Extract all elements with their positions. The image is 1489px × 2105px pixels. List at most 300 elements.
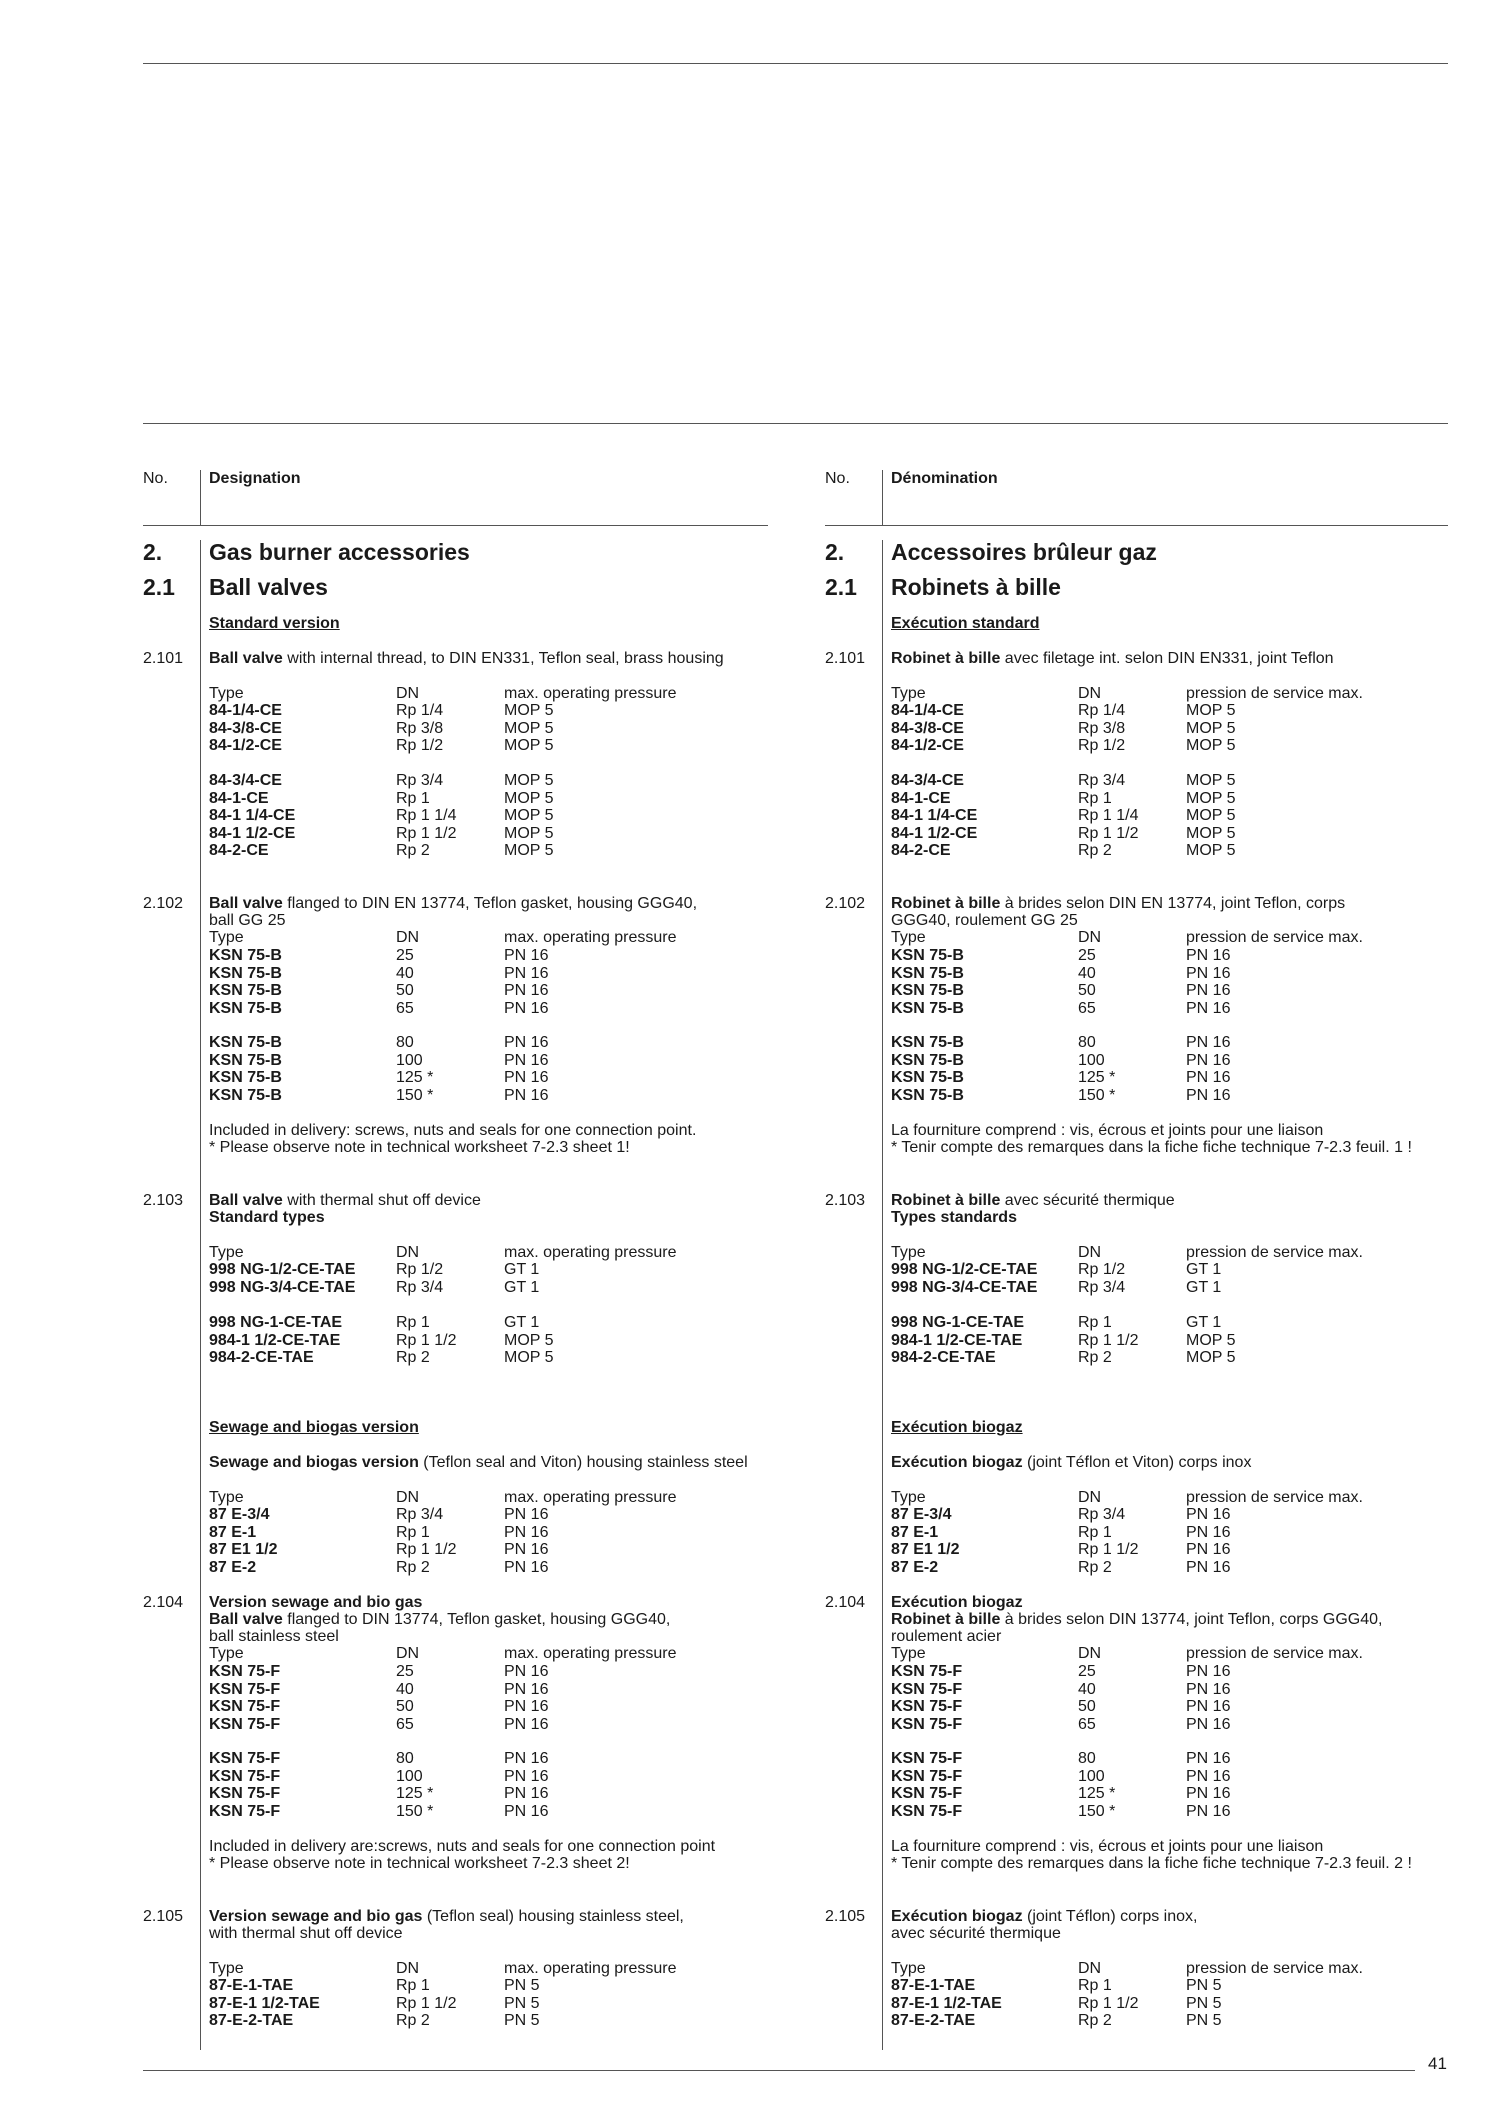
item-title-2-103-rest: avec sécurité thermique xyxy=(1000,1192,1175,1209)
dn-col-header: DN xyxy=(1078,929,1102,946)
item-title-2-102 xyxy=(891,895,1345,913)
pressure-col-header: max. operating pressure xyxy=(504,1960,677,1977)
type-col-header: Type xyxy=(891,1645,926,1662)
type-cell: 984-2-CE-TAE xyxy=(209,1349,314,1366)
type-cell: 84-3/8-CE xyxy=(891,719,964,737)
type-cell: KSN 75-F xyxy=(891,1680,963,1698)
dn-cell: Rp 1 1/4 xyxy=(1078,807,1139,824)
type-cell: KSN 75-B xyxy=(891,1051,964,1069)
item-title-2-105-rest: (joint Téflon) corps inox, xyxy=(1022,1908,1198,1925)
dn-cell: Rp 1 1/2 xyxy=(1078,824,1139,842)
item-description: with thermal shut off device xyxy=(209,1925,403,1942)
type-cell: KSN 75-F xyxy=(209,1785,281,1802)
item-title-2-104-bold: Robinet à bille xyxy=(891,1611,1001,1628)
type-col-header: Type xyxy=(209,1244,244,1261)
item-no: 2.103 xyxy=(825,1192,866,1209)
dn-cell: 65 xyxy=(396,1715,414,1733)
dn-cell: Rp 2 xyxy=(1078,2012,1112,2029)
header-divider xyxy=(200,470,201,525)
type-cell: 87 E1 1/2 xyxy=(209,1541,278,1558)
pressure-cell: GT 1 xyxy=(504,1314,540,1331)
type-cell: KSN 75-F xyxy=(209,1802,281,1820)
type-cell: 87 E-2 xyxy=(891,1558,939,1576)
item-description: avec sécurité thermique xyxy=(891,1925,1061,1942)
type-cell: KSN 75-F xyxy=(209,1680,281,1698)
biogas-title-rest: (joint Téflon et Viton) corps inox xyxy=(1022,1454,1252,1471)
type-cell: KSN 75-B xyxy=(209,1034,282,1051)
header-divider xyxy=(882,470,883,525)
pressure-cell: MOP 5 xyxy=(504,772,554,789)
dn-cell: 65 xyxy=(396,999,414,1017)
delivery-note: Included in delivery are:screws, nuts and seals for one connection point xyxy=(209,1838,716,1855)
type-cell: KSN 75-B xyxy=(209,982,282,999)
pressure-cell: PN 16 xyxy=(1186,1523,1231,1541)
type-cell: 984-1 1/2-CE-TAE xyxy=(209,1331,341,1349)
item-title-2-103 xyxy=(209,1192,481,1210)
dn-cell: 150 * xyxy=(1078,1086,1116,1104)
dn-cell: 65 xyxy=(1078,999,1096,1017)
item-title-2-103-bold: Ball valve xyxy=(209,1192,283,1209)
pressure-cell: PN 16 xyxy=(1186,1680,1231,1698)
standard-version-heading: Standard version xyxy=(209,615,340,632)
item-title-2-104 xyxy=(209,1611,670,1629)
pressure-cell: MOP 5 xyxy=(504,719,554,737)
dn-cell: Rp 1/2 xyxy=(396,1261,444,1278)
item-no: 2.105 xyxy=(143,1908,184,1925)
pressure-cell: PN 16 xyxy=(1186,1663,1231,1680)
dn-cell: 25 xyxy=(396,947,414,964)
pressure-cell: PN 16 xyxy=(504,1663,549,1680)
type-col-header: Type xyxy=(209,1645,244,1662)
pressure-col-header: pression de service max. xyxy=(1186,1645,1363,1662)
pressure-cell: GT 1 xyxy=(1186,1314,1222,1331)
dn-col-header: DN xyxy=(1078,1244,1102,1261)
type-cell: KSN 75-B xyxy=(891,1034,964,1051)
type-cell: KSN 75-B xyxy=(891,947,964,964)
dn-cell: 50 xyxy=(396,1698,414,1715)
type-cell: KSN 75-B xyxy=(209,1086,282,1104)
dn-cell: 65 xyxy=(1078,1715,1096,1733)
pressure-cell: PN 16 xyxy=(1186,1541,1231,1558)
dn-cell: 150 * xyxy=(1078,1802,1116,1820)
pressure-cell: PN 16 xyxy=(1186,1069,1231,1086)
type-cell: KSN 75-F xyxy=(891,1698,963,1715)
dn-cell: 40 xyxy=(396,964,414,982)
pressure-cell: PN 16 xyxy=(1186,999,1231,1017)
type-cell: 84-3/8-CE xyxy=(209,719,282,737)
pressure-cell: PN 16 xyxy=(504,1715,549,1733)
pressure-cell: PN 5 xyxy=(504,1994,540,2012)
type-cell: KSN 75-B xyxy=(891,1086,964,1104)
pressure-cell: PN 16 xyxy=(1186,1802,1231,1820)
item-title-2-101 xyxy=(891,650,1334,668)
pressure-cell: PN 16 xyxy=(1186,982,1231,999)
item-title-2-104-bold: Ball valve xyxy=(209,1611,283,1628)
pressure-cell: PN 16 xyxy=(504,947,549,964)
dn-cell: Rp 3/8 xyxy=(1078,719,1126,737)
dn-cell: Rp 2 xyxy=(396,2012,430,2029)
pressure-cell: PN 16 xyxy=(504,982,549,999)
dn-cell: 150 * xyxy=(396,1802,434,1820)
item-title-2-105-bold: Exécution biogaz xyxy=(891,1908,1023,1925)
biogas-title xyxy=(209,1454,748,1472)
dn-cell: Rp 1/2 xyxy=(396,737,444,754)
item-title-2-101-rest: avec filetage int. selon DIN EN331, joint Teflon xyxy=(1000,650,1334,667)
item-title-2-101-bold: Ball valve xyxy=(209,650,283,667)
dn-col-header: DN xyxy=(1078,1489,1102,1506)
type-cell: 84-1/2-CE xyxy=(209,737,282,754)
dn-cell: 40 xyxy=(1078,1680,1096,1698)
dn-cell: 125 * xyxy=(1078,1069,1116,1086)
header-rule xyxy=(143,525,768,526)
item-title-2-102-rest: à brides selon DIN EN 13774, joint Teflon, corps xyxy=(1000,895,1346,912)
pressure-cell: MOP 5 xyxy=(1186,772,1236,789)
column-divider xyxy=(882,540,883,2050)
biogas-version-heading: Sewage and biogas version xyxy=(209,1419,419,1436)
dn-cell: Rp 3/4 xyxy=(396,772,444,789)
pressure-cell: PN 16 xyxy=(504,1069,549,1086)
section-title: Ball valves xyxy=(209,574,328,600)
section-no: 2.1 xyxy=(143,574,175,600)
type-cell: 84-2-CE xyxy=(209,842,269,859)
dn-cell: 25 xyxy=(396,1663,414,1680)
dn-cell: 100 xyxy=(396,1767,423,1785)
type-cell: 87 E-1 xyxy=(209,1523,257,1541)
type-cell: KSN 75-B xyxy=(209,1051,282,1069)
type-cell: 84-3/4-CE xyxy=(209,772,282,789)
type-cell: 87-E-2-TAE xyxy=(209,2012,294,2029)
pressure-cell: MOP 5 xyxy=(1186,842,1236,859)
pressure-cell: PN 16 xyxy=(504,1051,549,1069)
type-cell: KSN 75-F xyxy=(209,1663,281,1680)
pressure-cell: PN 5 xyxy=(1186,1977,1222,1994)
dn-cell: Rp 1/2 xyxy=(1078,737,1126,754)
pressure-cell: PN 16 xyxy=(1186,1034,1231,1051)
item-title-2-105-bold: Version sewage and bio gas xyxy=(209,1908,423,1925)
dn-col-header: DN xyxy=(396,1244,420,1261)
dn-cell: 125 * xyxy=(1078,1785,1116,1802)
type-cell: 87 E-3/4 xyxy=(209,1506,270,1523)
pressure-col-header: pression de service max. xyxy=(1186,1244,1363,1261)
dn-cell: 50 xyxy=(1078,982,1096,999)
dn-cell: 100 xyxy=(396,1051,423,1069)
worksheet-note: * Tenir compte des remarques dans la fiche fiche technique 7-2.3 feuil. 1 ! xyxy=(891,1139,1412,1156)
type-cell: 84-3/4-CE xyxy=(891,772,964,789)
item-title-2-102 xyxy=(209,895,697,913)
item-subtitle: Standard types xyxy=(209,1209,325,1226)
type-cell: 84-1 1/4-CE xyxy=(891,807,978,824)
dn-cell: 25 xyxy=(1078,947,1096,964)
type-col-header: Type xyxy=(209,1960,244,1977)
section-no: 2.1 xyxy=(825,574,857,600)
type-cell: 84-1/2-CE xyxy=(891,737,964,754)
item-no: 2.102 xyxy=(825,895,866,912)
dn-cell: Rp 3/4 xyxy=(1078,1506,1126,1523)
pressure-col-header: max. operating pressure xyxy=(504,929,677,946)
dn-cell: Rp 1/2 xyxy=(1078,1261,1126,1278)
biogas-title-bold: Sewage and biogas version xyxy=(209,1454,419,1471)
pressure-cell: PN 5 xyxy=(504,1977,540,1994)
pressure-cell: GT 1 xyxy=(1186,1278,1222,1296)
type-cell: KSN 75-B xyxy=(209,999,282,1017)
pressure-cell: PN 16 xyxy=(504,1698,549,1715)
type-cell: KSN 75-F xyxy=(209,1750,281,1767)
chapter-title: Accessoires brûleur gaz xyxy=(891,539,1157,565)
item-title-2-105 xyxy=(209,1908,684,1926)
header-no: No. xyxy=(143,470,168,487)
item-title-2-102-bold: Ball valve xyxy=(209,895,283,912)
type-cell: 87 E-3/4 xyxy=(891,1506,952,1523)
dn-cell: Rp 2 xyxy=(396,842,430,859)
pressure-cell: PN 16 xyxy=(504,1086,549,1104)
dn-cell: Rp 1 1/2 xyxy=(396,824,457,842)
dn-col-header: DN xyxy=(396,929,420,946)
french-column xyxy=(825,0,1448,2105)
dn-cell: Rp 2 xyxy=(396,1558,430,1576)
dn-col-header: DN xyxy=(396,1960,420,1977)
dn-cell: Rp 3/4 xyxy=(1078,1278,1126,1296)
type-cell: 984-1 1/2-CE-TAE xyxy=(891,1331,1023,1349)
pressure-cell: MOP 5 xyxy=(504,702,554,719)
dn-col-header: DN xyxy=(1078,1960,1102,1977)
pressure-cell: PN 16 xyxy=(504,964,549,982)
item-no: 2.103 xyxy=(143,1192,184,1209)
type-cell: 87 E1 1/2 xyxy=(891,1541,960,1558)
type-cell: 998 NG-1/2-CE-TAE xyxy=(891,1261,1038,1278)
pressure-cell: MOP 5 xyxy=(1186,702,1236,719)
dn-cell: 100 xyxy=(1078,1767,1105,1785)
pressure-col-header: pression de service max. xyxy=(1186,685,1363,702)
worksheet-note: * Please observe note in technical worksheet 7-2.3 sheet 1! xyxy=(209,1139,630,1156)
dn-cell: Rp 1 xyxy=(1078,789,1112,807)
type-cell: 84-1 1/2-CE xyxy=(209,824,296,842)
type-cell: KSN 75-F xyxy=(891,1715,963,1733)
type-cell: 87-E-2-TAE xyxy=(891,2012,976,2029)
dn-col-header: DN xyxy=(1078,1645,1102,1662)
item-title-2-101 xyxy=(209,650,724,668)
pressure-cell: MOP 5 xyxy=(1186,719,1236,737)
item-title-2-102-rest: flanged to DIN EN 13774, Teflon gasket, housing GGG40, xyxy=(282,895,698,912)
dn-cell: Rp 2 xyxy=(1078,1558,1112,1576)
dn-cell: Rp 1 1/2 xyxy=(1078,1541,1139,1558)
dn-cell: Rp 1 1/2 xyxy=(1078,1331,1139,1349)
pressure-cell: PN 16 xyxy=(504,1767,549,1785)
pressure-cell: PN 16 xyxy=(1186,1506,1231,1523)
chapter-no: 2. xyxy=(143,539,163,565)
type-cell: 87-E-1 1/2-TAE xyxy=(891,1994,1002,2012)
pressure-cell: MOP 5 xyxy=(504,842,554,859)
type-cell: 87 E-2 xyxy=(209,1558,257,1576)
type-cell: 998 NG-3/4-CE-TAE xyxy=(209,1278,356,1296)
dn-cell: Rp 3/4 xyxy=(396,1506,444,1523)
dn-cell: 80 xyxy=(1078,1034,1096,1051)
item-title-2-102-bold: Robinet à bille xyxy=(891,895,1001,912)
pressure-cell: GT 1 xyxy=(1186,1261,1222,1278)
pressure-cell: PN 16 xyxy=(504,999,549,1017)
type-cell: 998 NG-3/4-CE-TAE xyxy=(891,1278,1038,1296)
item-description: roulement acier xyxy=(891,1628,1002,1645)
type-cell: KSN 75-B xyxy=(891,999,964,1017)
chapter-title: Gas burner accessories xyxy=(209,539,470,565)
dn-cell: 80 xyxy=(396,1750,414,1767)
type-cell: 87-E-1-TAE xyxy=(891,1977,976,1994)
type-cell: 84-1 1/4-CE xyxy=(209,807,296,824)
dn-col-header: DN xyxy=(396,1645,420,1662)
type-cell: KSN 75-F xyxy=(209,1698,281,1715)
type-cell: 84-1/4-CE xyxy=(891,702,964,719)
item-description: ball stainless steel xyxy=(209,1628,339,1645)
pressure-cell: MOP 5 xyxy=(504,824,554,842)
pressure-cell: PN 16 xyxy=(1186,1715,1231,1733)
type-cell: KSN 75-B xyxy=(209,1069,282,1086)
pressure-cell: PN 16 xyxy=(504,1541,549,1558)
header-rule xyxy=(825,525,1448,526)
pressure-cell: MOP 5 xyxy=(504,1331,554,1349)
type-col-header: Type xyxy=(891,1489,926,1506)
type-cell: KSN 75-F xyxy=(891,1750,963,1767)
dn-cell: Rp 1 1/4 xyxy=(396,807,457,824)
header-no: No. xyxy=(825,470,850,487)
dn-cell: 50 xyxy=(1078,1698,1096,1715)
dn-cell: 25 xyxy=(1078,1663,1096,1680)
dn-cell: 80 xyxy=(1078,1750,1096,1767)
item-no: 2.104 xyxy=(143,1594,184,1611)
dn-cell: Rp 1 xyxy=(1078,1977,1112,1994)
type-cell: KSN 75-F xyxy=(891,1663,963,1680)
item-heading: Version sewage and bio gas xyxy=(209,1594,423,1611)
dn-cell: Rp 1/4 xyxy=(396,702,444,719)
type-cell: 84-1-CE xyxy=(891,789,951,807)
pressure-cell: PN 16 xyxy=(504,1680,549,1698)
type-cell: 87-E-1-TAE xyxy=(209,1977,294,1994)
type-col-header: Type xyxy=(209,1489,244,1506)
pressure-col-header: max. operating pressure xyxy=(504,1244,677,1261)
pressure-cell: MOP 5 xyxy=(1186,824,1236,842)
dn-cell: Rp 3/8 xyxy=(396,719,444,737)
type-cell: KSN 75-F xyxy=(209,1767,281,1785)
item-title-2-105-rest: (Teflon seal) housing stainless steel, xyxy=(422,1908,684,1925)
type-cell: KSN 75-F xyxy=(209,1715,281,1733)
dn-col-header: DN xyxy=(396,685,420,702)
pressure-cell: MOP 5 xyxy=(504,1349,554,1366)
type-cell: KSN 75-F xyxy=(891,1767,963,1785)
type-cell: 87-E-1 1/2-TAE xyxy=(209,1994,320,2012)
pressure-cell: PN 16 xyxy=(1186,1785,1231,1802)
delivery-note: La fourniture comprend : vis, écrous et joints pour une liaison xyxy=(891,1838,1324,1855)
item-no: 2.101 xyxy=(825,650,866,667)
pressure-cell: MOP 5 xyxy=(1186,737,1236,754)
pressure-cell: GT 1 xyxy=(504,1278,540,1296)
type-cell: 84-1 1/2-CE xyxy=(891,824,978,842)
dn-cell: Rp 1 1/2 xyxy=(396,1541,457,1558)
pressure-cell: PN 16 xyxy=(504,1523,549,1541)
pressure-cell: PN 16 xyxy=(504,1785,549,1802)
item-title-2-104-rest: à brides selon DIN 13774, joint Teflon, corps GGG40, xyxy=(1000,1611,1383,1628)
dn-cell: Rp 1 1/2 xyxy=(396,1994,457,2012)
item-no: 2.102 xyxy=(143,895,184,912)
type-cell: KSN 75-B xyxy=(891,982,964,999)
dn-cell: Rp 2 xyxy=(1078,842,1112,859)
type-cell: 998 NG-1/2-CE-TAE xyxy=(209,1261,356,1278)
dn-col-header: DN xyxy=(396,1489,420,1506)
dn-cell: 150 * xyxy=(396,1086,434,1104)
type-col-header: Type xyxy=(891,929,926,946)
dn-cell: Rp 1 xyxy=(396,1314,430,1331)
item-no: 2.105 xyxy=(825,1908,866,1925)
biogas-version-heading: Exécution biogaz xyxy=(891,1419,1023,1436)
pressure-cell: PN 16 xyxy=(504,1750,549,1767)
pressure-cell: PN 16 xyxy=(1186,1558,1231,1576)
item-description: GGG40, roulement GG 25 xyxy=(891,912,1078,929)
pressure-cell: MOP 5 xyxy=(1186,1331,1236,1349)
standard-version-heading: Exécution standard xyxy=(891,615,1040,632)
type-cell: KSN 75-B xyxy=(891,964,964,982)
dn-cell: Rp 1 1/2 xyxy=(396,1331,457,1349)
item-subtitle: Types standards xyxy=(891,1209,1017,1226)
header-designation: Dénomination xyxy=(891,470,998,487)
type-cell: 84-2-CE xyxy=(891,842,951,859)
dn-cell: 125 * xyxy=(396,1785,434,1802)
type-col-header: Type xyxy=(891,1244,926,1261)
type-col-header: Type xyxy=(209,929,244,946)
pressure-col-header: pression de service max. xyxy=(1186,929,1363,946)
pressure-cell: PN 16 xyxy=(504,1506,549,1523)
item-title-2-103 xyxy=(891,1192,1175,1210)
type-cell: 87 E-1 xyxy=(891,1523,939,1541)
page-number: 41 xyxy=(1428,2054,1447,2073)
type-cell: KSN 75-F xyxy=(891,1802,963,1820)
type-cell: KSN 75-B xyxy=(891,1069,964,1086)
dn-cell: Rp 1/4 xyxy=(1078,702,1126,719)
dn-col-header: DN xyxy=(1078,685,1102,702)
pressure-col-header: max. operating pressure xyxy=(504,1645,677,1662)
pressure-cell: MOP 5 xyxy=(1186,789,1236,807)
item-title-2-101-bold: Robinet à bille xyxy=(891,650,1001,667)
type-cell: KSN 75-B xyxy=(209,964,282,982)
pressure-cell: PN 5 xyxy=(504,2012,540,2029)
item-heading: Exécution biogaz xyxy=(891,1594,1023,1611)
type-cell: KSN 75-B xyxy=(209,947,282,964)
column-divider xyxy=(200,540,201,2050)
type-cell: 998 NG-1-CE-TAE xyxy=(209,1314,343,1331)
dn-cell: Rp 2 xyxy=(396,1349,430,1366)
pressure-cell: MOP 5 xyxy=(1186,1349,1236,1366)
pressure-cell: PN 16 xyxy=(504,1802,549,1820)
item-no: 2.101 xyxy=(143,650,184,667)
dn-cell: Rp 1 1/2 xyxy=(1078,1994,1139,2012)
pressure-cell: PN 16 xyxy=(1186,1051,1231,1069)
item-title-2-101-rest: with internal thread, to DIN EN331, Teflon seal, brass housing xyxy=(282,650,724,667)
dn-cell: Rp 1 xyxy=(396,1523,430,1541)
worksheet-note: * Tenir compte des remarques dans la fiche fiche technique 7-2.3 feuil. 2 ! xyxy=(891,1855,1412,1872)
item-title-2-104-rest: flanged to DIN 13774, Teflon gasket, housing GGG40, xyxy=(282,1611,671,1628)
item-title-2-103-bold: Robinet à bille xyxy=(891,1192,1001,1209)
pressure-cell: PN 16 xyxy=(1186,1086,1231,1104)
dn-cell: Rp 1 xyxy=(396,789,430,807)
delivery-note: Included in delivery: screws, nuts and seals for one connection point. xyxy=(209,1122,697,1139)
item-description: ball GG 25 xyxy=(209,912,286,929)
dn-cell: Rp 1 xyxy=(1078,1523,1112,1541)
type-cell: 998 NG-1-CE-TAE xyxy=(891,1314,1025,1331)
dn-cell: Rp 1 xyxy=(396,1977,430,1994)
pressure-cell: MOP 5 xyxy=(1186,807,1236,824)
header-designation: Designation xyxy=(209,470,301,487)
worksheet-note: * Please observe note in technical worksheet 7-2.3 sheet 2! xyxy=(209,1855,630,1872)
dn-cell: 40 xyxy=(1078,964,1096,982)
pressure-col-header: max. operating pressure xyxy=(504,1489,677,1506)
pressure-col-header: max. operating pressure xyxy=(504,685,677,702)
item-title-2-105 xyxy=(891,1908,1197,1926)
